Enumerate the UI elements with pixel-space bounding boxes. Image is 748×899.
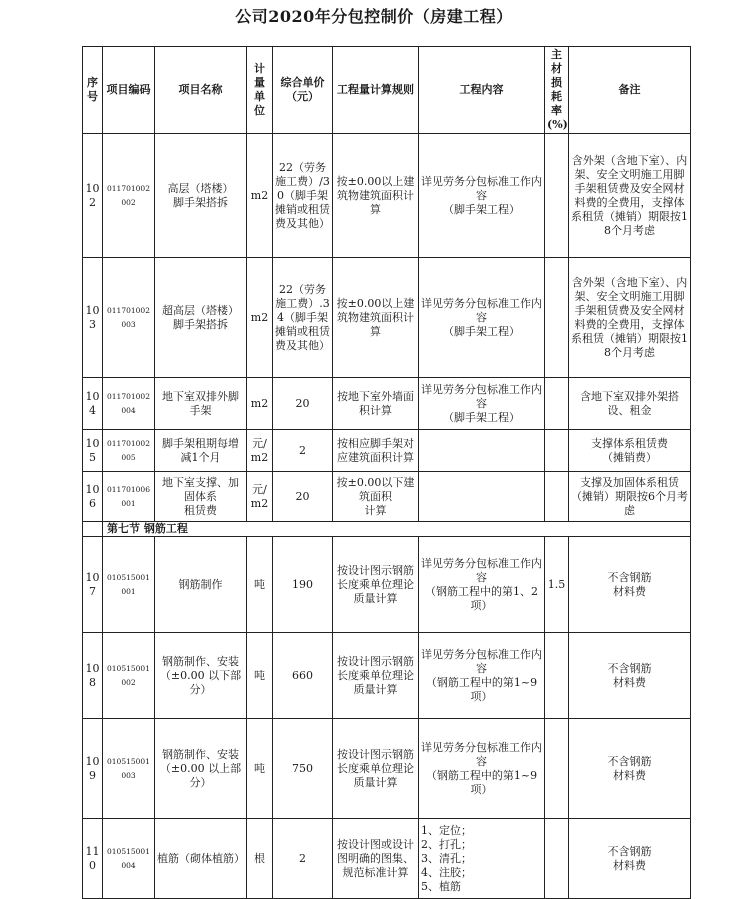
cell-name: 钢筋制作、安装 （±0.00 以下部分）	[155, 633, 247, 719]
cell-unit: m2	[247, 258, 273, 378]
cell-unit: 吨	[247, 537, 273, 633]
cell-seq: 107	[83, 537, 103, 633]
cell-rule: 按±0.00以上建筑物建筑面积计算	[333, 258, 419, 378]
cell-price: 2	[273, 819, 333, 899]
cell-loss: 1.5	[545, 537, 569, 633]
cell-loss	[545, 430, 569, 472]
cell-note: 不含钢筋 材料费	[569, 633, 691, 719]
cell-seq: 103	[83, 258, 103, 378]
cell-content	[419, 472, 545, 522]
cell-loss	[545, 134, 569, 258]
cell-unit: 吨	[247, 633, 273, 719]
cell-seq: 109	[83, 719, 103, 819]
cell-content	[419, 430, 545, 472]
cell-note: 不含钢筋 材料费	[569, 537, 691, 633]
cell-unit: 根	[247, 819, 273, 899]
table-row	[83, 819, 691, 899]
header-content: 工程内容	[419, 47, 545, 134]
cell-price: 750	[273, 719, 333, 819]
cell-seq: 110	[83, 819, 103, 899]
table-body-rebar	[83, 537, 691, 899]
cell-rule: 按±0.00以上建筑物建筑面积计算	[333, 134, 419, 258]
cell-loss	[545, 819, 569, 899]
cell-name: 植筋（砌体植筋）	[155, 819, 247, 899]
cell-seq: 104	[83, 378, 103, 430]
cell-note: 不含钢筋 材料费	[569, 719, 691, 819]
cell-loss	[545, 472, 569, 522]
cell-code: 010515001001	[103, 537, 155, 633]
header-name: 项目名称	[155, 47, 247, 134]
header-row	[83, 47, 691, 134]
cell-price: 20	[273, 472, 333, 522]
cell-content: 1、定位； 2、打孔； 3、清孔； 4、注胶； 5、植筋	[419, 819, 545, 899]
cell-price: 22（劳务施工费）/30（脚手架摊销或租赁费及其他）	[273, 134, 333, 258]
table-section	[83, 522, 691, 537]
cell-unit: m2	[247, 378, 273, 430]
section-title: 第七节 钢筋工程	[103, 522, 691, 537]
table-row	[83, 633, 691, 719]
header-rule: 工程量计算规则	[333, 47, 419, 134]
table-row	[83, 472, 691, 522]
cell-code: 010515001002	[103, 633, 155, 719]
header-seq: 序号	[83, 47, 103, 134]
cell-name: 钢筋制作、安装 （±0.00 以上部分）	[155, 719, 247, 819]
table-row	[83, 719, 691, 819]
cell-rule: 按±0.00以下建筑面积 计算	[333, 472, 419, 522]
cell-seq: 106	[83, 472, 103, 522]
cell-content: 详见劳务分包标准工作内容 （脚手架工程）	[419, 378, 545, 430]
cell-unit: 元/m2	[247, 430, 273, 472]
cell-name: 地下室支撑、加固体系 租赁费	[155, 472, 247, 522]
cell-name: 高层（塔楼） 脚手架搭拆	[155, 134, 247, 258]
header-unit: 计量单位	[247, 47, 273, 134]
cell-name: 地下室双排外脚手架	[155, 378, 247, 430]
cell-unit: 吨	[247, 719, 273, 819]
cell-rule: 按地下室外墙面积计算	[333, 378, 419, 430]
cell-rule: 按设计图或设计图明确的图集、规范标准计算	[333, 819, 419, 899]
cell-name: 钢筋制作	[155, 537, 247, 633]
header-code: 项目编码	[103, 47, 155, 134]
table-row	[83, 430, 691, 472]
section-row	[83, 522, 691, 537]
cell-rule: 按设计图示钢筋长度乘单位理论质量计算	[333, 537, 419, 633]
cell-content: 详见劳务分包标准工作内容 （脚手架工程）	[419, 258, 545, 378]
cell-price: 660	[273, 633, 333, 719]
cell-price: 190	[273, 537, 333, 633]
cell-name: 脚手架租期每增减1个月	[155, 430, 247, 472]
cell-code: 011701002002	[103, 134, 155, 258]
cell-note: 支撑及加固体系租赁（摊销）期限按6个月考虑	[569, 472, 691, 522]
cell-rule: 按设计图示钢筋长度乘单位理论质量计算	[333, 633, 419, 719]
table-row	[83, 378, 691, 430]
cell-unit: 元/m2	[247, 472, 273, 522]
cell-unit: m2	[247, 134, 273, 258]
price-table	[82, 46, 691, 899]
cell-code: 011701002003	[103, 258, 155, 378]
cell-note: 支撑体系租赁费 （摊销费）	[569, 430, 691, 472]
header-note: 备注	[569, 47, 691, 134]
table-row	[83, 258, 691, 378]
table-row	[83, 134, 691, 258]
header-loss: 主材损耗率(%)	[545, 47, 569, 134]
cell-code: 011701002005	[103, 430, 155, 472]
cell-name: 超高层（塔楼） 脚手架搭拆	[155, 258, 247, 378]
cell-rule: 按设计图示钢筋长度乘单位理论质量计算	[333, 719, 419, 819]
cell-rule: 按相应脚手架对应建筑面积计算	[333, 430, 419, 472]
section-blank	[83, 522, 103, 537]
cell-code: 010515001003	[103, 719, 155, 819]
cell-seq: 108	[83, 633, 103, 719]
cell-content: 详见劳务分包标准工作内容 （脚手架工程）	[419, 134, 545, 258]
cell-code: 011701002004	[103, 378, 155, 430]
cell-note: 含外架（含地下室）、内架、安全文明施工用脚手架租赁费及安全网材料费的全费用，支撑体系租赁（摊销）期限按18个月考虑	[569, 134, 691, 258]
cell-content: 详见劳务分包标准工作内容 （钢筋工程中的第1~9项）	[419, 633, 545, 719]
cell-loss	[545, 258, 569, 378]
table-body-scaffold	[83, 134, 691, 522]
cell-content: 详见劳务分包标准工作内容 （钢筋工程中的第1~9项）	[419, 719, 545, 819]
cell-code: 010515001004	[103, 819, 155, 899]
table-row	[83, 537, 691, 633]
cell-code: 011701006001	[103, 472, 155, 522]
cell-loss	[545, 633, 569, 719]
cell-note: 不含钢筋 材料费	[569, 819, 691, 899]
cell-loss	[545, 719, 569, 819]
cell-seq: 102	[83, 134, 103, 258]
cell-note: 含地下室双排外架搭设、租金	[569, 378, 691, 430]
cell-loss	[545, 378, 569, 430]
page-title: 公司2020年分包控制价（房建工程）	[235, 7, 513, 26]
cell-note: 含外架（含地下室）、内架、安全文明施工用脚手架租赁费及安全网材料费的全费用，支撑体系租赁（摊销）期限按18个月考虑	[569, 258, 691, 378]
cell-content: 详见劳务分包标准工作内容 （钢筋工程中的第1、2项）	[419, 537, 545, 633]
cell-price: 20	[273, 378, 333, 430]
cell-price: 22（劳务施工费）.34（脚手架摊销或租赁费及其他）	[273, 258, 333, 378]
cell-seq: 105	[83, 430, 103, 472]
header-price: 综合单价（元）	[273, 47, 333, 134]
cell-price: 2	[273, 430, 333, 472]
